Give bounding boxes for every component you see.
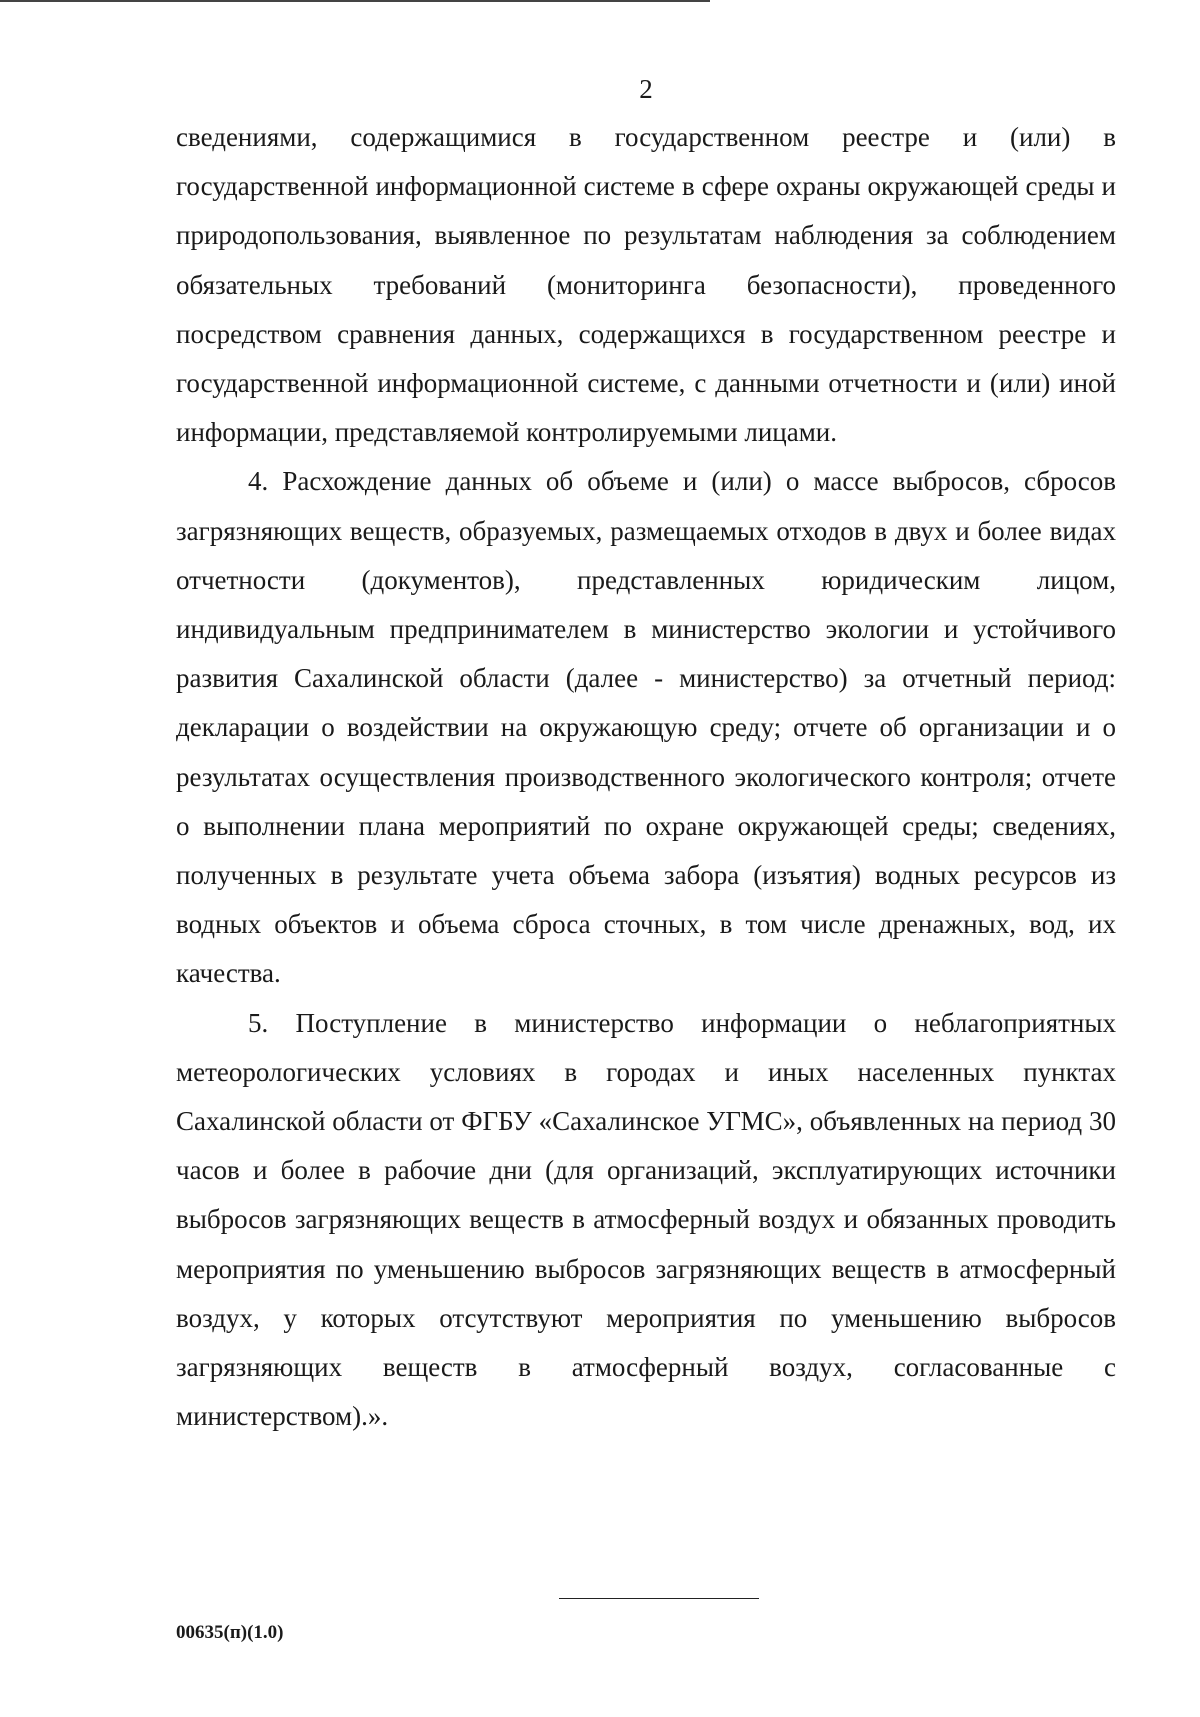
paragraph-item-5: 5. Поступление в министерство информации о неблагоприятных метеорологических условиях в городах и иных населенных пунктах Сахалинской области от ФГБУ «Сахалинское УГМС», объявленных на период 30 часов и более в рабочие дни (для организаций, эксплуатирующих источники выбросов загрязняющих веществ в атмосферный воздух и обязанных проводить мероприятия по уменьшению выбросов загрязняющих веществ в атмосферный воздух, у которых отсутствуют мероприятия по уменьшению выбросов загрязняющих веществ в атмосферный воздух, согласованные с министерством).». (176, 1007, 1116, 1432)
document-body (176, 113, 1116, 1441)
top-scan-edge-line (0, 0, 710, 2)
end-of-text-rule (559, 1598, 759, 1599)
page-number: 2 (639, 74, 653, 104)
paragraph-continuation: сведениями, содержащимися в государственном реестре и (или) в государственной информационной системе в сфере охраны окружающей среды и природопользования, выявленное по результатам наблюдения за соблюдением обязательных требований (мониторинга безопасности), проведенного посредством сравнения данных, содержащихся в государственном реестре и государственной информационной системе, с данными отчетности и (или) иной информации, представляемой контролируемыми лицами. (176, 122, 1116, 448)
document-code: 00635(п)(1.0) (176, 1622, 284, 1643)
paragraph-item-4: 4. Расхождение данных об объеме и (или) о массе выбросов, сбросов загрязняющих веществ, образуемых, размещаемых отходов в двух и более видах отчетности (документов), представленных юридическим лицом, индивидуальным предпринимателем в министерство экологии и устойчивого развития Сахалинской области (далее - министерство) за отчетный период: декларации о воздействии на окружающую среду; отчете об организации и о результатах осуществления производственного экологического контроля; отчете о выполнении плана мероприятий по охране окружающей среды; сведениях, полученных в результате учета объема забора (изъятия) водных ресурсов из водных объектов и объема сброса сточных, в том числе дренажных, вод, их качества. (176, 466, 1116, 989)
